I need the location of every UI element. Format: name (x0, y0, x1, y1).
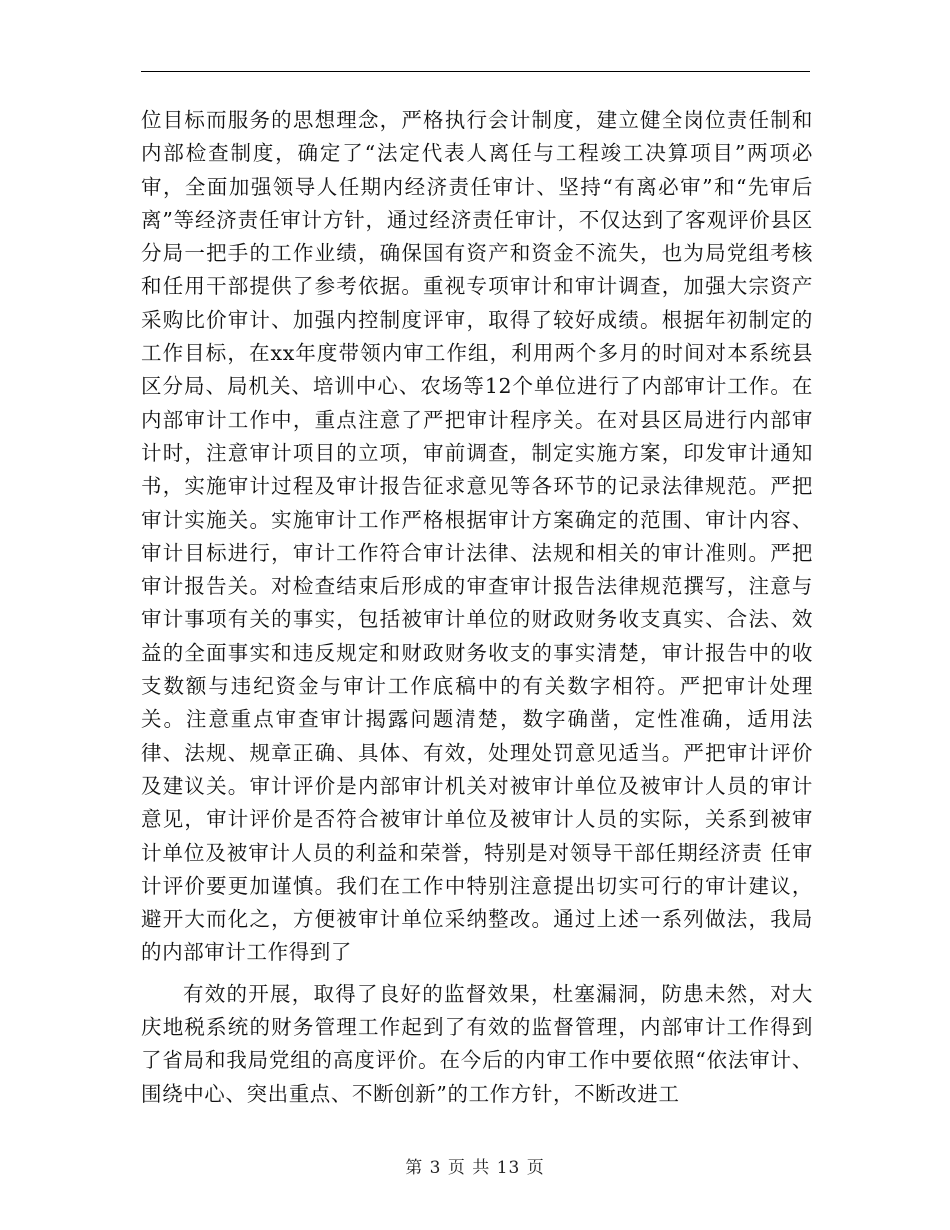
page-number-footer: 第 3 页 共 13 页 (405, 1158, 545, 1178)
body-text (141, 104, 813, 1111)
paragraph: 有效的开展，取得了良好的监督效果，杜塞漏洞，防患未然，对大庆地税系统的财务管理工作起到了有效的监督管理，内部审计工作得到了省局和我局党组的高度评价。在今后的内审工作中要依照“依法审计、围绕中心、突出重点、不断创新”的工作方针，不断改进工 (141, 981, 813, 1106)
paragraph: 位目标而服务的思想理念，严格执行会计制度，建立健全岗位责任制和内部检查制度，确定了“法定代表人离任与工程竣工决算项目”两项必审，全面加强领导人任期内经济责任审计、坚持“有离必审”和“先审后离”等经济责任审计方针，通过经济责任审计，不仅达到了客观评价县区分局一把手的工作业绩，确保国有资产和资金不流失，也为局党组考核和任用干部提供了参考依据。重视专项审计和审计调查，加强大宗资产采购比价审计、加强内控制度评审，取得了较好成绩。根据年初制定的工作目标，在xx年度带领内审工作组，利用两个多月的时间对本系统县区分局、局机关、培训中心、农场等12个单位进行了内部审计工作。在内部审计工作中，重点注意了严把审计程序关。在对县区局进行内部审计时，注意审计项目的立项，审前调查，制定实施方案，印发审计通知书，实施审计过程及审计报告征求意见等各环节的记录法律规范。严把审计实施关。实施审计工作严格根据审计方案确定的范围、审计内容、审计目标进行，审计工作符合审计法律、法规和相关的审计准则。严把审计报告关。对检查结束后形成的审查审计报告法律规范撰写，注意与审计事项有关的事实，包括被审计单位的财政财务收支真实、合法、效益的全面事实和违反规定和财政财务收支的事实清楚，审计报告中的收支数额与违纪资金与审计工作底稿中的有关数字相符。严把审计处理关。注意重点审查审计揭露问题清楚，数字确凿，定性准确，适用法律、法规、规章正确、具体、有效，处理处罚意见适当。严把审计评价及建议关。审计评价是内部审计机关对被审计单位及被审计人员的审计意见，审计评价是否符合被审计单位及被审计人员的实际，关系到被审计单位及被审计人员的利益和荣誉，特别是对领导干部任期经济责 任审计评价要更加谨慎。我们在工作中特别注意提出切实可行的审计建议，避开大而化之，方便被审计单位采纳整改。通过上述一系列做法，我局的内部审计工作得到了 (141, 108, 813, 965)
header-rule (141, 71, 810, 72)
